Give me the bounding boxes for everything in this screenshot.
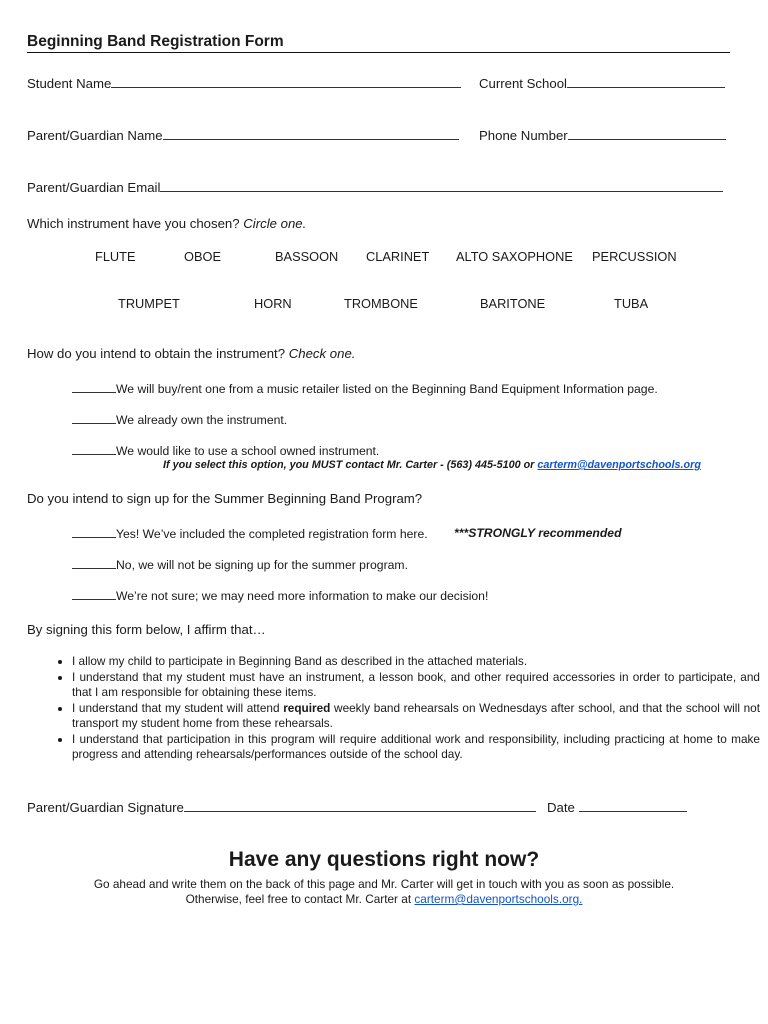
signature-label: Parent/Guardian Signature: [27, 800, 184, 815]
obtain-option-retailer[interactable]: We will buy/rent one from a music retailer listed on the Beginning Band Equipment Information page.: [72, 381, 658, 396]
instrument-horn[interactable]: HORN: [254, 296, 292, 311]
date-label: Date: [547, 800, 575, 815]
obtain-question: How do you intend to obtain the instrument? Check one.: [27, 346, 356, 361]
parent-name-line: [163, 128, 459, 140]
instrument-alto-saxophone[interactable]: ALTO SAXOPHONE: [456, 249, 573, 264]
obtain-option-school[interactable]: We would like to use a school owned instrument.: [72, 443, 379, 458]
school-instrument-note: If you select this option, you MUST contact Mr. Carter - (563) 445-5100 or carterm@davenportschools.org: [163, 459, 701, 471]
instrument-bassoon[interactable]: BASSOON: [275, 249, 339, 264]
obtain-hint: Check one.: [288, 346, 356, 361]
student-name-field[interactable]: [27, 76, 461, 91]
date-field[interactable]: [547, 800, 687, 815]
footer-email-link[interactable]: carterm@davenportschools.org.: [414, 892, 583, 906]
strongly-recommended-note: ***STRONGLY recommended: [454, 526, 622, 540]
instrument-tuba[interactable]: TUBA: [614, 296, 649, 311]
questions-heading: Have any questions right now?: [228, 848, 540, 871]
obtain-option-own[interactable]: We already own the instrument.: [72, 412, 287, 427]
instrument-question: Which instrument have you chosen? Circle one.: [27, 216, 307, 231]
form-title: Beginning Band Registration Form: [27, 33, 730, 53]
footer-line-1: Go ahead and write them on the back of this page and Mr. Carter will get in touch with you as soon as possible.: [93, 877, 675, 891]
current-school-label: Current School: [479, 76, 567, 91]
affirmation-item: • I understand that my student must have an instrument, a lesson book, and other required accessories in order to participate, and that I am responsible for obtaining these items.: [72, 670, 760, 701]
phone-line: [568, 128, 726, 140]
instrument-oboe[interactable]: OBOE: [184, 249, 221, 264]
required-emphasis: required: [283, 700, 331, 715]
summer-option-yes[interactable]: Yes! We’ve included the completed registration form here.: [72, 526, 428, 541]
affirmation-item: • I understand that my student will attend required weekly band rehearsals on Wednesdays after school, and that the school will not transport my student home from these rehearsals.: [72, 701, 760, 732]
parent-name-label: Parent/Guardian Name: [27, 128, 163, 143]
phone-field[interactable]: [479, 128, 726, 143]
checkbox-blank[interactable]: [72, 588, 116, 600]
instrument-percussion[interactable]: PERCUSSION: [592, 249, 677, 264]
contact-email-link[interactable]: carterm@davenportschools.org: [537, 459, 701, 471]
summer-question: Do you intend to sign up for the Summer Beginning Band Program?: [27, 491, 423, 506]
current-school-field[interactable]: [479, 76, 725, 91]
instrument-clarinet[interactable]: CLARINET: [366, 249, 430, 264]
checkbox-blank[interactable]: [72, 557, 116, 569]
current-school-line: [567, 76, 725, 88]
instrument-baritone[interactable]: BARITONE: [480, 296, 546, 311]
affirmation-list: [52, 654, 760, 763]
footer-line-2: Otherwise, feel free to contact Mr. Carter at carterm@davenportschools.org.: [185, 892, 583, 906]
affirmation-item: • I understand that participation in this program will require additional work and responsibility, including practicing at home to make progress and attending rehearsals/performances outside of the school day.: [72, 732, 760, 763]
affirm-intro: By signing this form below, I affirm that…: [27, 622, 266, 637]
checkbox-blank[interactable]: [72, 526, 116, 538]
instrument-flute[interactable]: FLUTE: [95, 249, 136, 264]
signature-field[interactable]: [27, 800, 536, 815]
student-name-line: [111, 76, 461, 88]
date-line: [579, 800, 687, 812]
parent-name-field[interactable]: [27, 128, 459, 143]
instrument-hint: Circle one.: [243, 216, 307, 231]
instrument-trumpet[interactable]: TRUMPET: [118, 296, 180, 311]
summer-option-unsure[interactable]: We’re not sure; we may need more information to make our decision!: [72, 588, 488, 603]
parent-email-line: [160, 180, 723, 192]
checkbox-blank[interactable]: [72, 381, 116, 393]
checkbox-blank[interactable]: [72, 443, 116, 455]
student-name-label: Student Name: [27, 76, 112, 91]
affirmation-item: • I allow my child to participate in Beginning Band as described in the attached materials.: [72, 654, 760, 670]
parent-email-field[interactable]: [27, 180, 723, 195]
signature-line: [184, 800, 536, 812]
checkbox-blank[interactable]: [72, 412, 116, 424]
instrument-trombone[interactable]: TROMBONE: [344, 296, 418, 311]
summer-option-no[interactable]: No, we will not be signing up for the summer program.: [72, 557, 408, 572]
phone-label: Phone Number: [479, 128, 568, 143]
parent-email-label: Parent/Guardian Email: [27, 180, 161, 195]
